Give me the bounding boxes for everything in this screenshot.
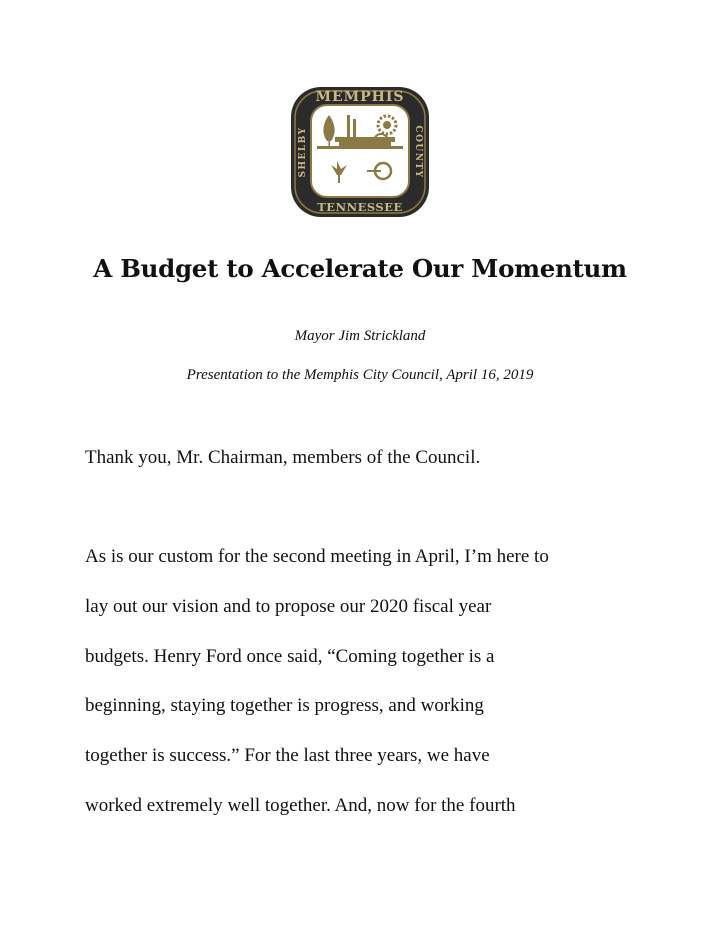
body-line-3: budgets. Henry Ford once said, “Coming together is a bbox=[85, 646, 495, 667]
seal-bottom-text: TENNESSEE bbox=[317, 200, 403, 214]
body-line-1: As is our custom for the second meeting in April, I’m here to bbox=[85, 546, 549, 567]
seal-top-text: MEMPHIS bbox=[315, 89, 405, 105]
body-line-4: beginning, staying together is progress, and working bbox=[85, 695, 484, 716]
memphis-shelby-county-seal bbox=[289, 85, 431, 219]
body-line-2: lay out our vision and to propose our 2020 fiscal year bbox=[85, 596, 492, 617]
event-line: Presentation to the Memphis City Council, April 16, 2019 bbox=[186, 367, 534, 383]
seal-left-text: SHELBY bbox=[298, 126, 308, 178]
body-line-5: together is success.” For the last three years, we have bbox=[85, 745, 490, 766]
seal-right-text: COUNTY bbox=[413, 125, 423, 179]
greeting-paragraph: Thank you, Mr. Chairman, members of the Council. bbox=[85, 447, 481, 468]
author-line: Mayor Jim Strickland bbox=[294, 328, 426, 344]
document-title: A Budget to Accelerate Our Momentum bbox=[93, 254, 627, 283]
body-line-6: worked extremely well together. And, now for the fourth bbox=[85, 795, 516, 816]
